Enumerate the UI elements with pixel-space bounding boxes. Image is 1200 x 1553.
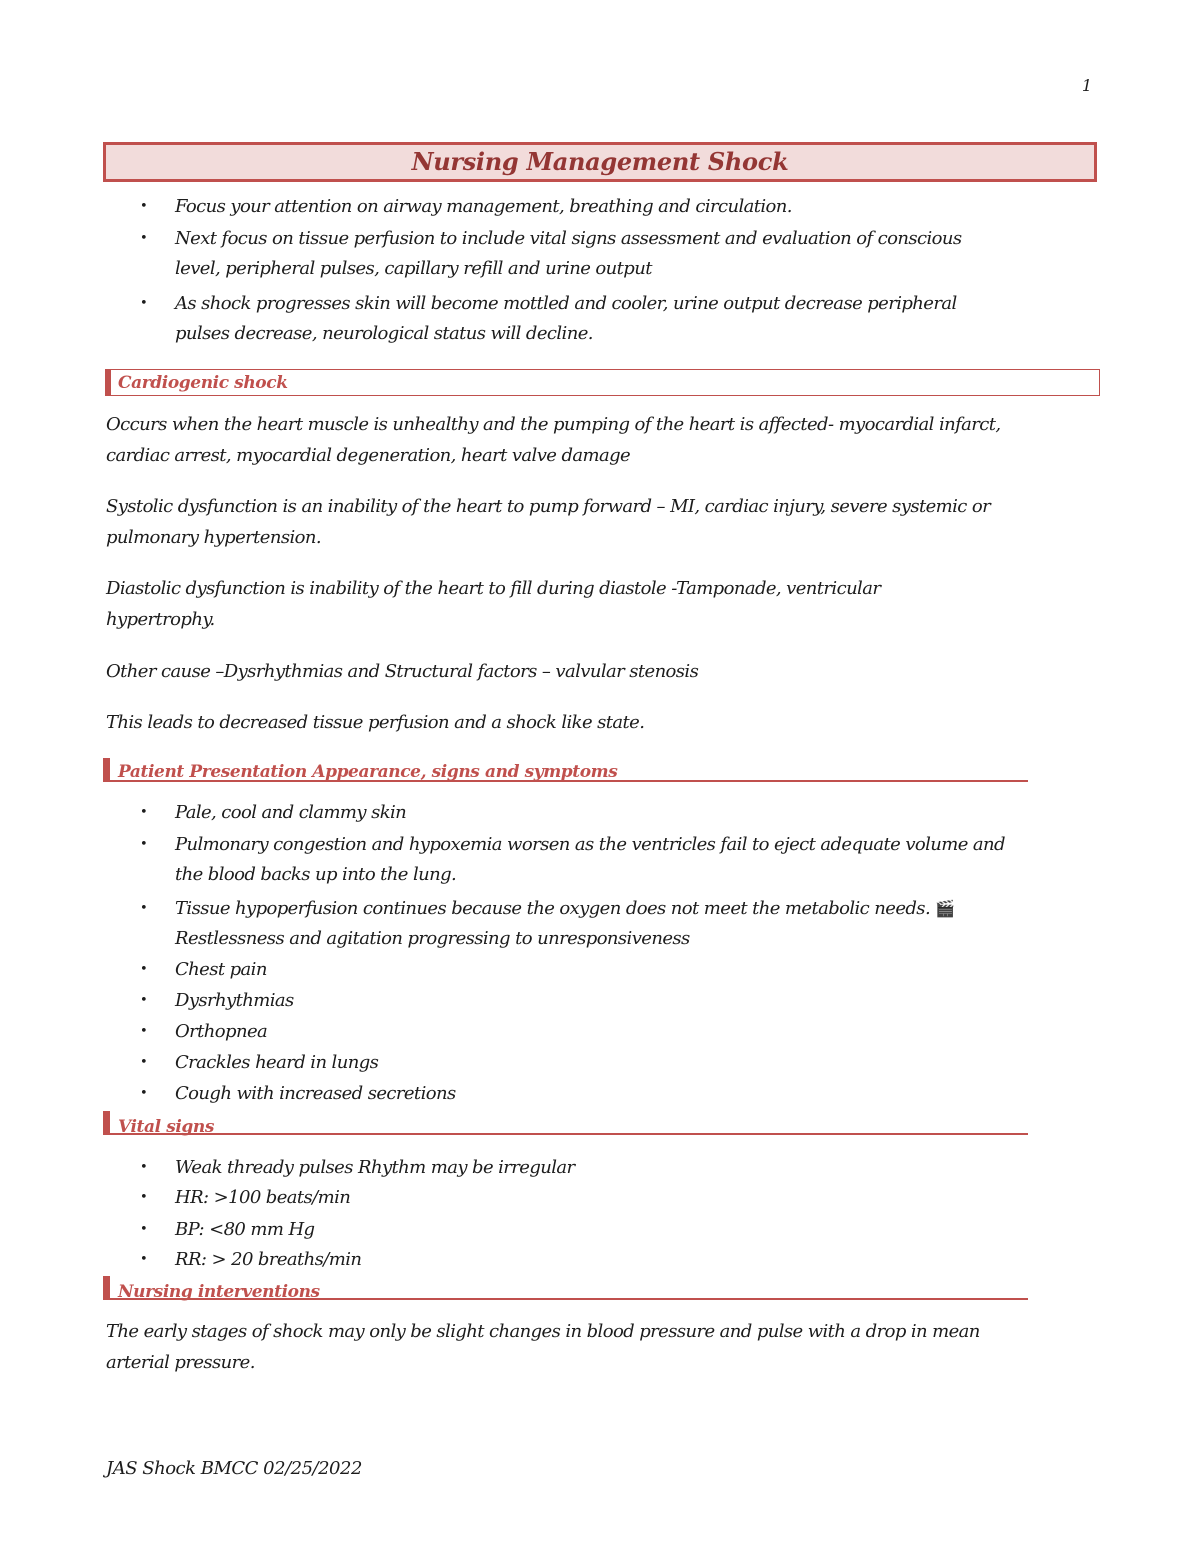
paragraph: This leads to decreased tissue perfusion and a shock like state. xyxy=(106,712,645,733)
bullet-icon: • xyxy=(140,805,148,820)
bullet-icon: • xyxy=(140,837,148,852)
bullet-icon: • xyxy=(140,1222,148,1237)
list-item-continuation: the blood backs up into the lung. xyxy=(175,864,457,885)
section-heading-interventions: Nursing interventions xyxy=(118,1282,320,1302)
paragraph: Diastolic dysfunction is inability of the heart to fill during diastole -Tamponade, ventricular hypertrophy. xyxy=(106,578,881,630)
list-item-continuation: level, peripheral pulses, capillary refill and urine output xyxy=(175,258,652,279)
list-item: • Pale, cool and clammy skin xyxy=(140,798,1005,828)
bullet-icon: • xyxy=(140,296,148,311)
clapperboard-icon: 🎬 xyxy=(935,899,955,918)
bullet-icon: • xyxy=(140,1252,148,1267)
bullet-icon: • xyxy=(140,1160,148,1175)
list-item: • Next focus on tissue perfusion to include vital signs assessment and evaluation of conscious xyxy=(140,224,962,254)
bullet-icon: • xyxy=(140,1055,148,1070)
list-item: • Focus your attention on airway management, breathing and circulation. xyxy=(140,192,962,222)
vitals-bullet-list xyxy=(140,1153,575,1275)
title-banner xyxy=(103,142,1097,182)
section-heading-presentation: Patient Presentation Appearance, signs and symptoms xyxy=(118,762,618,782)
list-item: • HR: >100 beats/min xyxy=(140,1183,575,1213)
bullet-icon: • xyxy=(140,901,148,916)
list-item: • Crackles heard in lungs xyxy=(140,1048,1005,1078)
list-item: • Orthopnea xyxy=(140,1017,1005,1047)
intro-bullet-list xyxy=(140,192,962,349)
list-item: • Weak thready pulses Rhythm may be irregular xyxy=(140,1153,575,1183)
list-item: • Pulmonary congestion and hypoxemia worsen as the ventricles fail to eject adequate volume and xyxy=(140,830,1005,860)
list-item: • As shock progresses skin will become mottled and cooler, urine output decrease peripheral xyxy=(140,289,962,319)
bullet-icon: • xyxy=(140,231,148,246)
section-heading-vitals: Vital signs xyxy=(118,1117,215,1137)
list-item-continuation: pulses decrease, neurological status will decline. xyxy=(175,323,593,344)
list-item: • Cough with increased secretions xyxy=(140,1079,1005,1109)
paragraph: The early stages of shock may only be slight changes in blood pressure and pulse with a drop in mean arterial pressure. xyxy=(106,1321,980,1373)
presentation-bullet-list xyxy=(140,798,1005,1109)
bullet-icon: • xyxy=(140,1024,148,1039)
paragraph: Other cause –Dysrhythmias and Structural factors – valvular stenosis xyxy=(106,661,699,682)
bullet-icon: • xyxy=(140,1086,148,1101)
list-item: • Dysrhythmias xyxy=(140,986,1005,1016)
list-item-continuation: Restlessness and agitation progressing to unresponsiveness xyxy=(175,928,690,949)
list-item: • Chest pain xyxy=(140,955,1005,985)
footer-text: JAS Shock BMCC 02/25/2022 xyxy=(106,1458,362,1479)
page-title: Nursing Management Shock xyxy=(411,147,789,176)
section-heading-rule xyxy=(103,1111,1028,1135)
list-item: • Tissue hypoperfusion continues because the oxygen does not meet the metabolic needs. 🎬 xyxy=(140,894,1005,924)
page-number: 1 xyxy=(1081,76,1092,95)
paragraph: Occurs when the heart muscle is unhealthy and the pumping of the heart is affected- myocardial infarct, cardiac arrest, myocardial degeneration, heart valve damage xyxy=(106,414,1001,466)
bullet-icon: • xyxy=(140,1190,148,1205)
bullet-icon: • xyxy=(140,993,148,1008)
list-item: • RR: > 20 breaths/min xyxy=(140,1245,575,1275)
paragraph: Systolic dysfunction is an inability of the heart to pump forward – MI, cardiac injury, severe systemic or pulmonary hypertension. xyxy=(106,496,991,548)
bullet-icon: • xyxy=(140,962,148,977)
section-heading-cardiogenic: Cardiogenic shock xyxy=(118,373,288,393)
list-item: • BP: <80 mm Hg xyxy=(140,1215,575,1245)
bullet-icon: • xyxy=(140,199,148,214)
